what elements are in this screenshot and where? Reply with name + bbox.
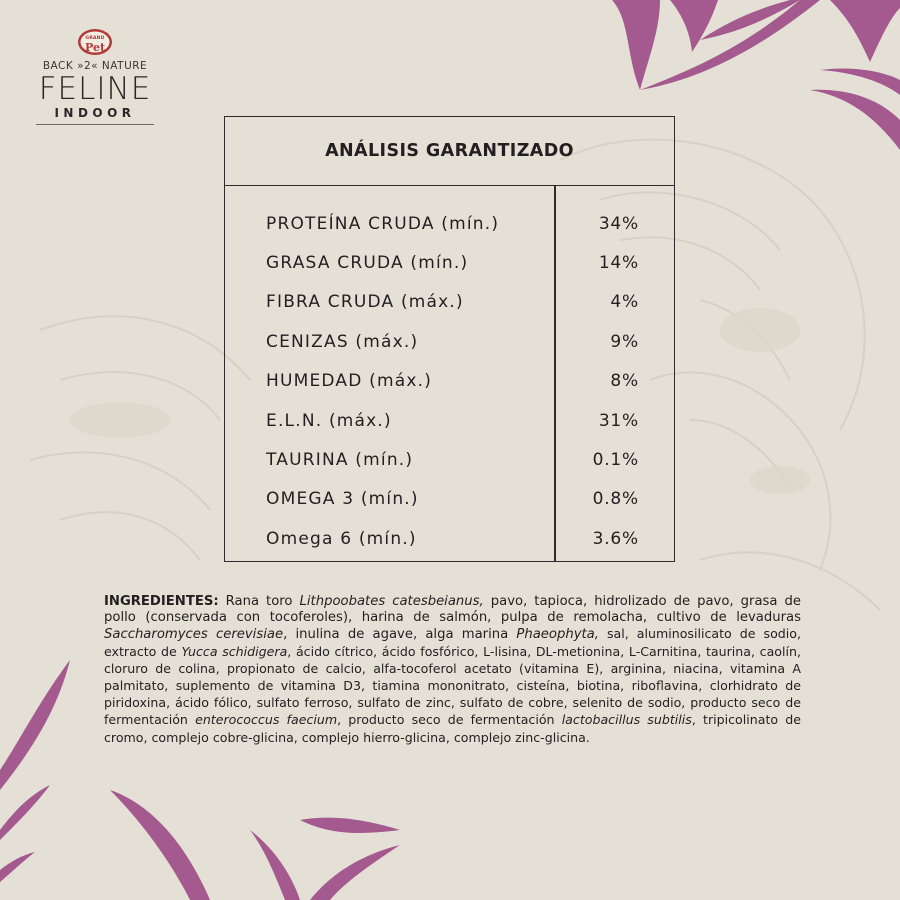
- table-row: [225, 204, 674, 243]
- nutrient-value: 0.1%: [592, 450, 639, 471]
- nutrient-label: OMEGA 3 (mín.): [266, 489, 419, 510]
- divider: [36, 124, 154, 125]
- guaranteed-analysis-table: [224, 116, 675, 562]
- nutrient-value: 31%: [598, 410, 639, 431]
- nutrient-value: 0.8%: [592, 489, 639, 510]
- nutrient-value: 34%: [598, 213, 639, 234]
- table-row: [225, 440, 674, 479]
- leaf-decoration: [0, 650, 90, 890]
- table-row: [225, 243, 674, 282]
- nutrient-value: 8%: [610, 371, 639, 392]
- nutrient-label: PROTEÍNA CRUDA (mín.): [266, 213, 500, 234]
- nutrient-value: 9%: [610, 331, 639, 352]
- table-row: [225, 283, 674, 322]
- leaf-decoration: [100, 790, 400, 900]
- ingredients-heading: INGREDIENTES:: [104, 594, 219, 609]
- nutrient-label: Omega 6 (mín.): [266, 528, 417, 549]
- nutrient-label: CENIZAS (máx.): [266, 331, 419, 352]
- table-body: [225, 186, 674, 561]
- nutrient-label: HUMEDAD (máx.): [266, 371, 433, 392]
- table-row: [225, 362, 674, 401]
- ingredients-text: INGREDIENTES: Rana toro Lithpoobates catesbeianus, pavo, tapioca, hidrolizado de pavo, grasa de pollo (conservada con tocoferoles), harina de salmón, pulpa de remolacha, cultivo de levaduras Saccharomyces cerevisiae, inulina de agave, alga marina Phaeophyta, sal, aluminosilicato de sodio, extracto de Yucca schidigera, ácido cítrico, ácido fosfórico, L-lisina, DL-metionina, L-Carnitina, taurina, caolín, cloruro de colina, propionato de calcio, alfa-tocoferol acetato (vitamina E), arginina, niacina, vitamina A palmitato, suplemento de vitamina D3, tiamina mononitrato, cisteína, biotina, riboflavina, clorhidrato de piridoxina, ácido fólico, sulfato ferroso, sulfato de zinc, sulfato de cobre, selenito de sodio, producto seco de fermentación enterococcus faecium, producto seco de fermentación lactobacillus subtilis, tripicolinato de cromo, complejo cobre-glicina, complejo hierro-glicina, complejo zinc-glicina.: [104, 594, 802, 745]
- table-title: ANÁLISIS GARANTIZADO: [225, 117, 674, 186]
- nutrient-value: 3.6%: [592, 528, 639, 549]
- table-row: [225, 519, 674, 558]
- table-row: [225, 401, 674, 440]
- table-row: [225, 322, 674, 361]
- nutrient-label: GRASA CRUDA (mín.): [266, 253, 469, 274]
- nutrient-value: 4%: [610, 292, 639, 313]
- seal-lettering: GRAND Pet: [84, 36, 106, 54]
- table-rows: [225, 204, 674, 559]
- brand-name: FELINE: [38, 71, 152, 107]
- nutrient-label: FIBRA CRUDA (máx.): [266, 292, 464, 313]
- brand-subtitle: BACK »2« NATURE: [42, 60, 148, 72]
- nutrient-value: 14%: [598, 253, 639, 274]
- table-row: [225, 480, 674, 519]
- nutrient-label: E.L.N. (máx.): [266, 410, 392, 431]
- brand-variant: INDOOR: [54, 106, 136, 120]
- nutrient-label: TAURINA (mín.): [266, 450, 414, 471]
